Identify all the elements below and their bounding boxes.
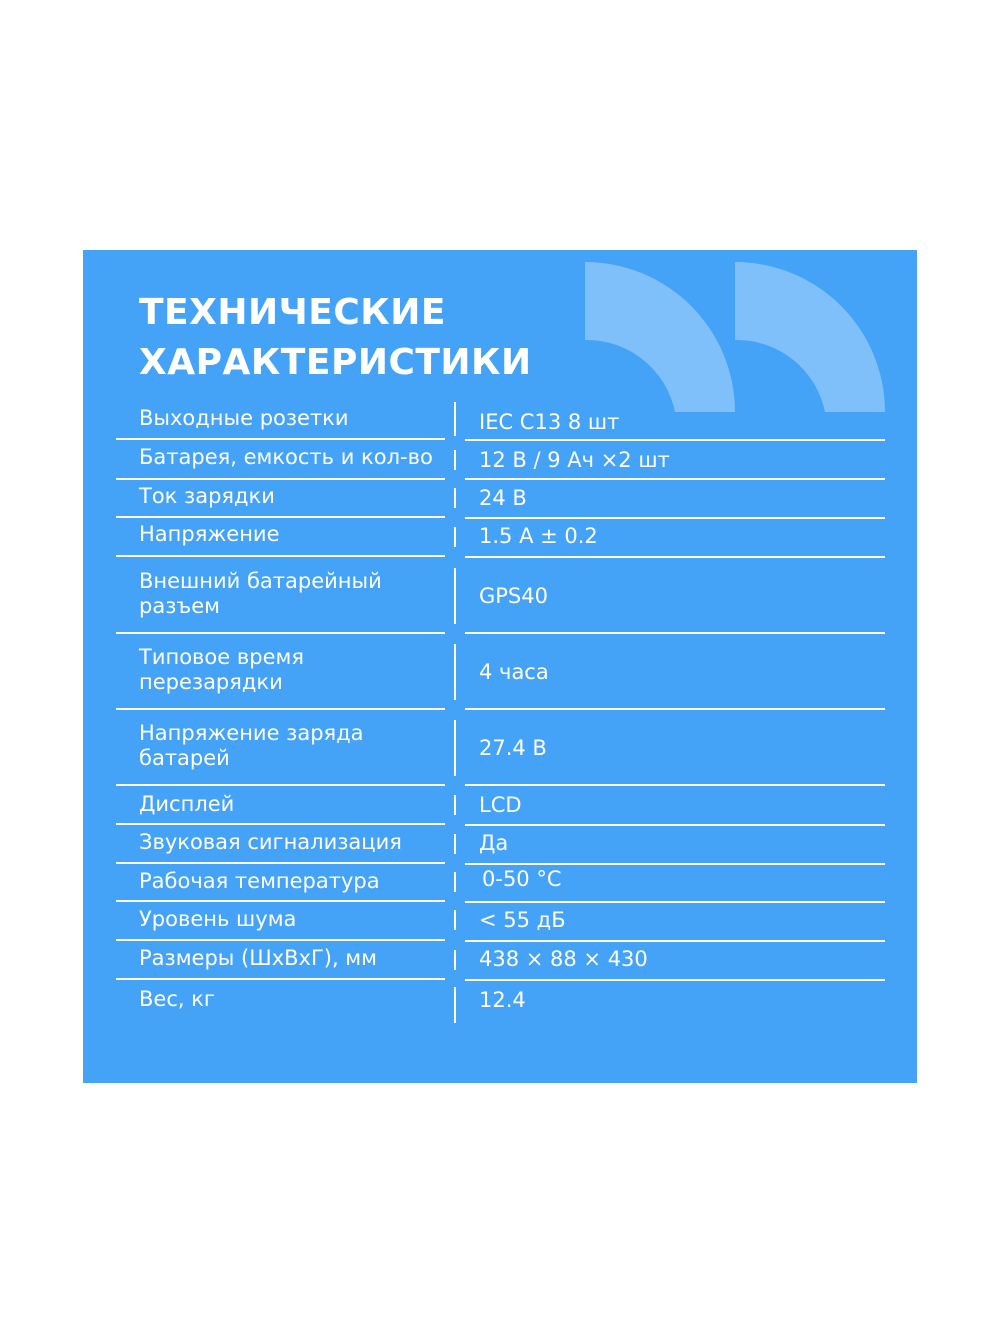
row-separator xyxy=(116,555,445,557)
row-separator xyxy=(116,978,445,980)
spec-value-operating-temp: 0-50 °C xyxy=(482,867,562,891)
specs-panel xyxy=(83,250,917,1083)
row-divider xyxy=(454,644,456,700)
row-separator xyxy=(465,632,885,634)
row-separator xyxy=(465,824,885,826)
spec-value-display: LCD xyxy=(479,793,522,817)
spec-label-recharge-time: Типовое время перезарядки xyxy=(139,645,304,694)
row-divider xyxy=(454,872,456,892)
row-separator xyxy=(116,823,445,825)
quote-mark-right xyxy=(735,262,885,412)
row-separator xyxy=(116,632,445,634)
row-separator xyxy=(465,901,885,903)
row-separator xyxy=(116,478,445,480)
row-divider xyxy=(454,834,456,854)
spec-label-alarm: Звуковая сигнализация xyxy=(139,830,402,854)
row-divider xyxy=(454,402,456,436)
row-divider xyxy=(454,568,456,624)
row-divider xyxy=(454,488,456,508)
row-separator xyxy=(116,862,445,864)
spec-value-noise: < 55 дБ xyxy=(479,908,566,932)
row-divider xyxy=(454,450,456,470)
row-separator xyxy=(465,556,885,558)
row-divider xyxy=(454,720,456,776)
spec-value-recharge-time: 4 часа xyxy=(479,660,549,684)
row-separator xyxy=(465,478,885,480)
row-separator xyxy=(116,900,445,902)
row-separator xyxy=(116,708,445,710)
spec-value-voltage: 1.5 А ± 0.2 xyxy=(479,524,598,548)
spec-value-outlets: IEC C13 8 шт xyxy=(479,410,620,434)
row-divider xyxy=(454,950,456,970)
row-separator xyxy=(465,784,885,786)
spec-value-alarm: Да xyxy=(479,831,509,855)
spec-value-charge-voltage: 27.4 В xyxy=(479,736,547,760)
spec-label-voltage: Напряжение xyxy=(139,522,280,546)
spec-label-charge-voltage: Напряжение заряда батарей xyxy=(139,721,364,770)
title-line-2: ХАРАКТЕРИСТИКИ xyxy=(139,342,532,383)
spec-value-battery: 12 В / 9 Ач ×2 шт xyxy=(479,448,670,472)
spec-label-battery: Батарея, емкость и кол-во xyxy=(139,445,433,469)
spec-label-outlets: Выходные розетки xyxy=(139,406,349,430)
row-separator xyxy=(465,863,885,865)
spec-label-noise: Уровень шума xyxy=(139,907,297,931)
spec-label-charge-current: Ток зарядки xyxy=(139,484,275,508)
row-separator xyxy=(116,516,445,518)
row-divider xyxy=(454,910,456,930)
row-separator xyxy=(465,439,885,441)
page-title xyxy=(139,288,532,388)
row-divider xyxy=(454,527,456,547)
spec-label-dimensions: Размеры (ШхВхГ), мм xyxy=(139,946,377,970)
row-separator xyxy=(465,940,885,942)
spec-label-ext-battery: Внешний батарейный разъем xyxy=(139,569,382,618)
title-line-1: ТЕХНИЧЕСКИЕ xyxy=(139,292,446,333)
row-separator xyxy=(116,438,445,440)
spec-value-weight: 12.4 xyxy=(479,988,526,1012)
row-separator xyxy=(465,517,885,519)
spec-value-ext-battery: GPS40 xyxy=(479,584,548,608)
spec-label-display: Дисплей xyxy=(139,792,235,816)
row-separator xyxy=(465,979,885,981)
row-divider xyxy=(454,795,456,815)
spec-value-dimensions: 438 × 88 × 430 xyxy=(479,947,648,971)
row-separator xyxy=(465,708,885,710)
row-divider xyxy=(454,987,456,1023)
spec-value-charge-current: 24 В xyxy=(479,486,527,510)
quote-mark-left xyxy=(585,262,735,412)
row-separator xyxy=(116,784,445,786)
spec-label-weight: Вес, кг xyxy=(139,987,215,1011)
row-separator xyxy=(116,939,445,941)
spec-label-operating-temp: Рабочая температура xyxy=(139,869,380,893)
